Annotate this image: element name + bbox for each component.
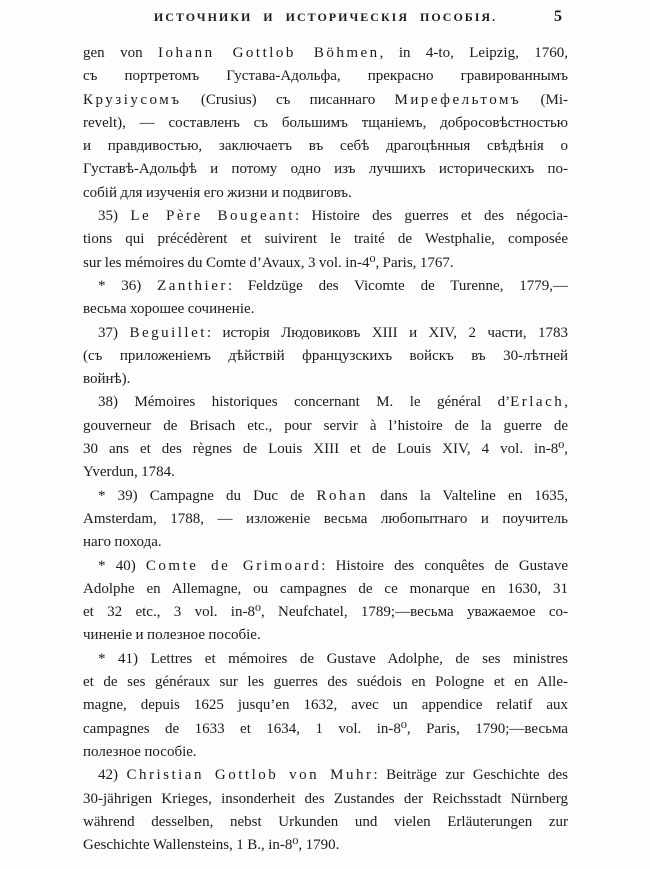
text-line: [83, 158, 568, 181]
spaced-name-text: Comte de Grimoard: [145, 557, 322, 574]
body-text: et de ses généraux sur les guerres des suédois en Pologne et en Alle-: [83, 674, 568, 691]
text-line: [83, 89, 568, 112]
body-text: Густавѣ-Адольфѣ и потому одно изъ лучшихъ историческихъ по-: [83, 161, 568, 178]
text-line: [83, 182, 568, 205]
text-line: [83, 578, 568, 601]
text-line: [83, 252, 568, 275]
body-text: , in 4-to, Leipzig, 1760,: [379, 45, 568, 61]
text-block: [83, 42, 568, 857]
text-line: [83, 345, 568, 368]
body-text: Amsterdam, 1788, — изложеніе весьма любопытнаго и поучитель: [83, 510, 568, 527]
body-text: * 39) Campagne du Duc de: [98, 487, 317, 504]
spaced-name-text: Beguillet: [129, 324, 207, 341]
body-text: : Beiträge zur Geschichte des: [373, 767, 569, 784]
text-line: [83, 135, 568, 158]
spaced-name-text: Zanthier: [157, 277, 228, 294]
text-line: [83, 228, 568, 251]
spaced-name-text: Christian Gottlob von Muhr: [126, 767, 374, 784]
text-line: [83, 718, 568, 741]
body-text: * 40): [98, 557, 146, 574]
body-text: campagnes de 1633 et 1634, 1 vol. in-8⁰, Paris, 1790;—весьма: [83, 720, 568, 737]
text-line: [83, 485, 568, 508]
body-text: полезное пособіе.: [83, 743, 197, 760]
body-text: : Feldzüge des Vicomte de Turenne, 1779,—: [227, 277, 568, 294]
text-line: [83, 834, 568, 857]
text-line: [83, 648, 568, 671]
text-line: [83, 461, 568, 484]
spaced-name-text: Мирефельтомъ: [394, 91, 522, 108]
body-text: Adolphe en Allemagne, ou campagnes de ce monarque en 1630, 31: [83, 580, 568, 597]
body-text: Yverdun, 1784.: [83, 464, 175, 481]
text-line: [83, 555, 568, 578]
text-line: [83, 368, 568, 391]
text-line: [83, 508, 568, 531]
body-text: gen von: [83, 45, 158, 61]
text-line: [83, 205, 568, 228]
body-text: весьма хорошее сочиненіе.: [83, 301, 255, 318]
body-text: tions qui précédèrent et suivirent le traité de Westphalie, composée: [83, 231, 568, 248]
body-text: et 32 etc., 3 vol. in-8⁰, Neufchatel, 1789;—весьма уважаемое со-: [83, 604, 568, 621]
text-line: [83, 741, 568, 764]
body-text: 38) Mémoires historiques concernant M. le général d’: [98, 394, 511, 411]
text-line: [83, 391, 568, 414]
text-line: [83, 694, 568, 717]
body-text: während desselben, nebst Urkunden und vielen Erläuterungen zur: [83, 813, 568, 830]
body-text: чиненіе и полезное пособіе.: [83, 627, 261, 644]
body-text: войнѣ).: [83, 371, 131, 388]
body-text: (Mi-: [521, 91, 568, 108]
text-line: [83, 531, 568, 554]
body-text: : Histoire des guerres et des négocia-: [294, 208, 568, 225]
spaced-name-text: Rohan: [316, 487, 369, 504]
body-text: наго похода.: [83, 534, 162, 551]
body-text: : Histoire des conquêtes de Gustave: [321, 557, 568, 574]
text-line: [83, 624, 568, 647]
text-line: [83, 788, 568, 811]
spaced-name-text: Erlach: [510, 394, 565, 411]
text-line: [83, 811, 568, 834]
body-text: * 41) Lettres et mémoires de Gustave Adolphe, de ses ministres: [98, 650, 568, 667]
text-line: [83, 671, 568, 694]
spaced-name-text: Iohann Gottlob Böhmen: [158, 45, 380, 61]
body-text: revelt), — составленъ съ большимъ тщаніемъ, добросовѣстностью: [83, 114, 568, 131]
text-line: [83, 438, 568, 461]
body-text: (Crusius) съ писаннаго: [181, 91, 395, 108]
body-text: Geschichte Wallensteins, 1 B., in-8⁰, 1790.: [83, 837, 340, 854]
spaced-name-text: Крузіусомъ: [83, 91, 182, 108]
body-text: 30-jährigen Krieges, insonderheit des Zustandes der Reichsstadt Nürnberg: [83, 790, 568, 807]
body-text: 35): [98, 208, 131, 225]
text-line: [83, 298, 568, 321]
body-text: sur les mémoires du Comte d’Avaux, 3 vol. in-4⁰, Paris, 1767.: [83, 254, 454, 271]
body-text: 30 ans et des règnes de Louis XIII et de Louis XIV, 4 vol. in-8⁰,: [83, 441, 568, 458]
spaced-name-text: Le Père Bougeant: [130, 208, 295, 225]
body-text: gouverneur de Brisach etc., pour servir à l’histoire de la guerre de: [83, 417, 568, 434]
body-text: собій для изученія его жизни и подвиговъ.: [83, 184, 352, 201]
page-header: [83, 10, 568, 32]
text-line: [83, 112, 568, 135]
body-text: (съ приложеніемъ дѣйствій французскихъ войскъ въ 30-лѣтней: [83, 347, 568, 364]
body-text: : исторія Людовиковъ XIII и XIV, 2 части, 1783: [206, 324, 568, 341]
text-line: [83, 65, 568, 88]
text-line: [83, 42, 568, 65]
text-line: [83, 275, 568, 298]
body-text: 42): [98, 767, 127, 784]
running-header-title: ИСТОЧНИКИ И ИСТОРИЧЕСКІЯ ПОСОБІЯ.: [153, 10, 498, 24]
body-text: dans la Valteline en 1635,: [368, 487, 568, 504]
body-text: 37): [98, 324, 130, 341]
page-number: 5: [554, 8, 562, 25]
text-line: [83, 322, 568, 345]
body-text: * 36): [98, 277, 158, 294]
text-line: [83, 601, 568, 624]
body-text: съ портретомъ Густава-Адольфа, прекрасно гравированнымъ: [83, 68, 568, 85]
text-line: [83, 764, 568, 787]
body-text: и правдивостью, заключаетъ въ себѣ драгоцѣнныя свѣдѣнія о: [83, 138, 568, 155]
body-text: ,: [564, 394, 568, 411]
body-text: magne, depuis 1625 jusqu’en 1632, avec un appendice relatif aux: [83, 697, 568, 714]
text-line: [83, 415, 568, 438]
